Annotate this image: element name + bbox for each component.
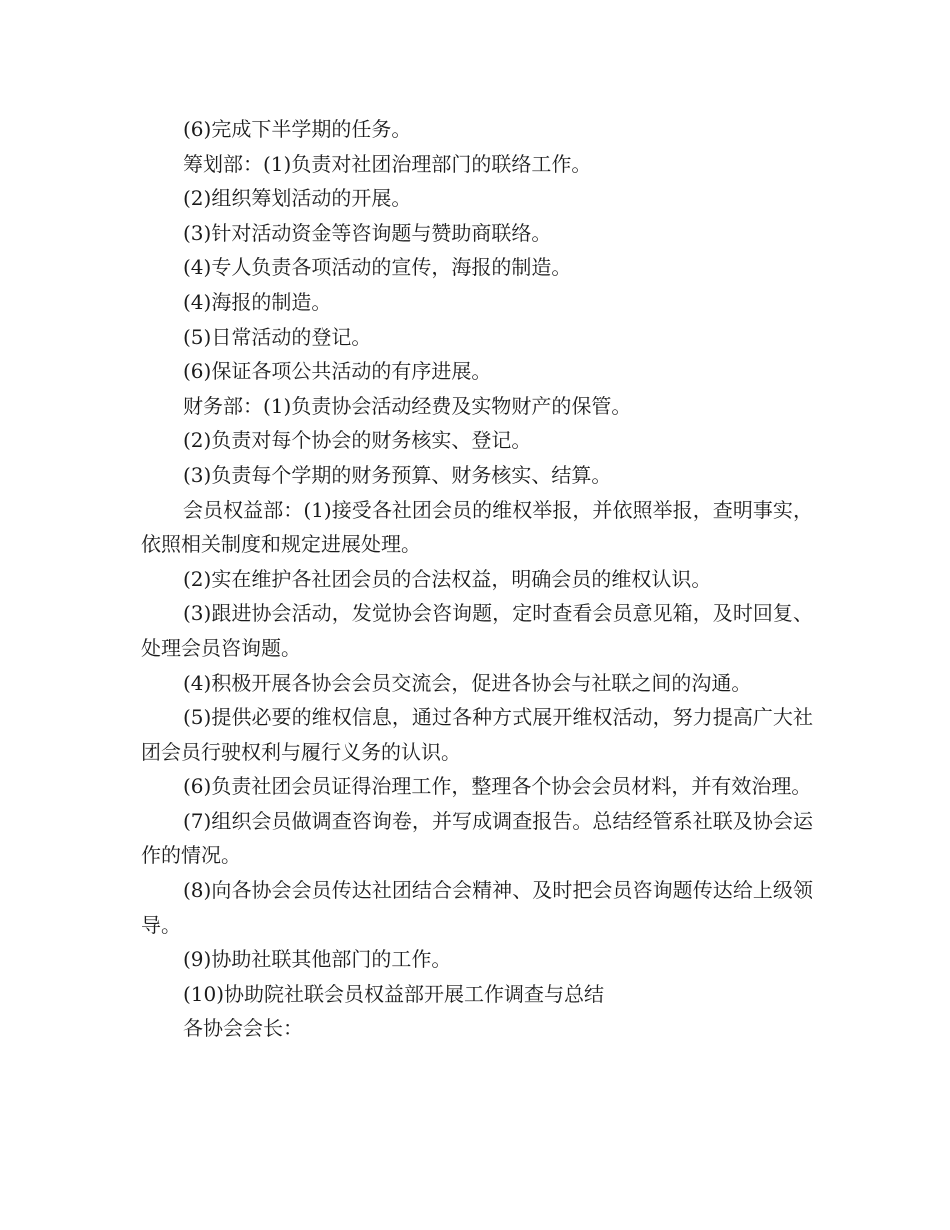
paragraph: (3)针对活动资金等咨询题与赞助商联络。	[183, 220, 552, 245]
paragraph: (2)负责对每个协会的财务核实、登记。	[183, 428, 532, 453]
paragraph: (4)海报的制造。	[183, 289, 332, 314]
paragraph: (3)跟进协会活动，发觉协会咨询题，定时查看会员意见箱，及时回复、处理会员咨询题。	[141, 601, 813, 660]
paragraph: (2)组织筹划活动的开展。	[183, 186, 412, 211]
paragraph: (10)协助院社联会员权益部开展工作调查与总结	[183, 981, 605, 1006]
paragraph: (3)负责每个学期的财务预算、财务核实、结算。	[183, 462, 612, 487]
paragraph: 财务部：(1)负责协会活动经费及实物财产的保管。	[183, 393, 632, 418]
paragraph: 会员权益部：(1)接受各社团会员的维权举报，并依照举报，查明事实，依照相关制度和规定进展处理。	[141, 497, 813, 557]
paragraph: 各协会会长：	[183, 1016, 303, 1041]
paragraph: (4)积极开展各协会会员交流会，促进各协会与社联之间的沟通。	[183, 670, 752, 695]
paragraph: (5)日常活动的登记。	[183, 324, 372, 349]
document-body	[141, 112, 813, 1046]
paragraph: (6)完成下半学期的任务。	[183, 117, 412, 141]
paragraph: (6)负责社团会员证得治理工作，整理各个协会会员材料，并有效治理。	[183, 774, 812, 799]
paragraph: 筹划部：(1)负责对社团治理部门的联络工作。	[183, 151, 592, 176]
paragraph: (4)专人负责各项活动的宣传，海报的制造。	[183, 255, 572, 280]
paragraph: (7)组织会员做调查咨询卷，并写成调查报告。总结经管系社联及协会运作的情况。	[141, 808, 813, 868]
paragraph: (2)实在维护各社团会员的合法权益，明确会员的维权认识。	[183, 566, 712, 591]
paragraph: (5)提供必要的维权信息，通过各种方式展开维权活动，努力提高广大社团会员行驶权利与履行义务的认识。	[141, 705, 813, 764]
paragraph: (9)协助社联其他部门的工作。	[183, 947, 452, 972]
paragraph: (8)向各协会会员传达社团结合会精神、及时把会员咨询题传达给上级领导。	[141, 878, 813, 937]
paragraph: (6)保证各项公共活动的有序进展。	[183, 359, 492, 384]
